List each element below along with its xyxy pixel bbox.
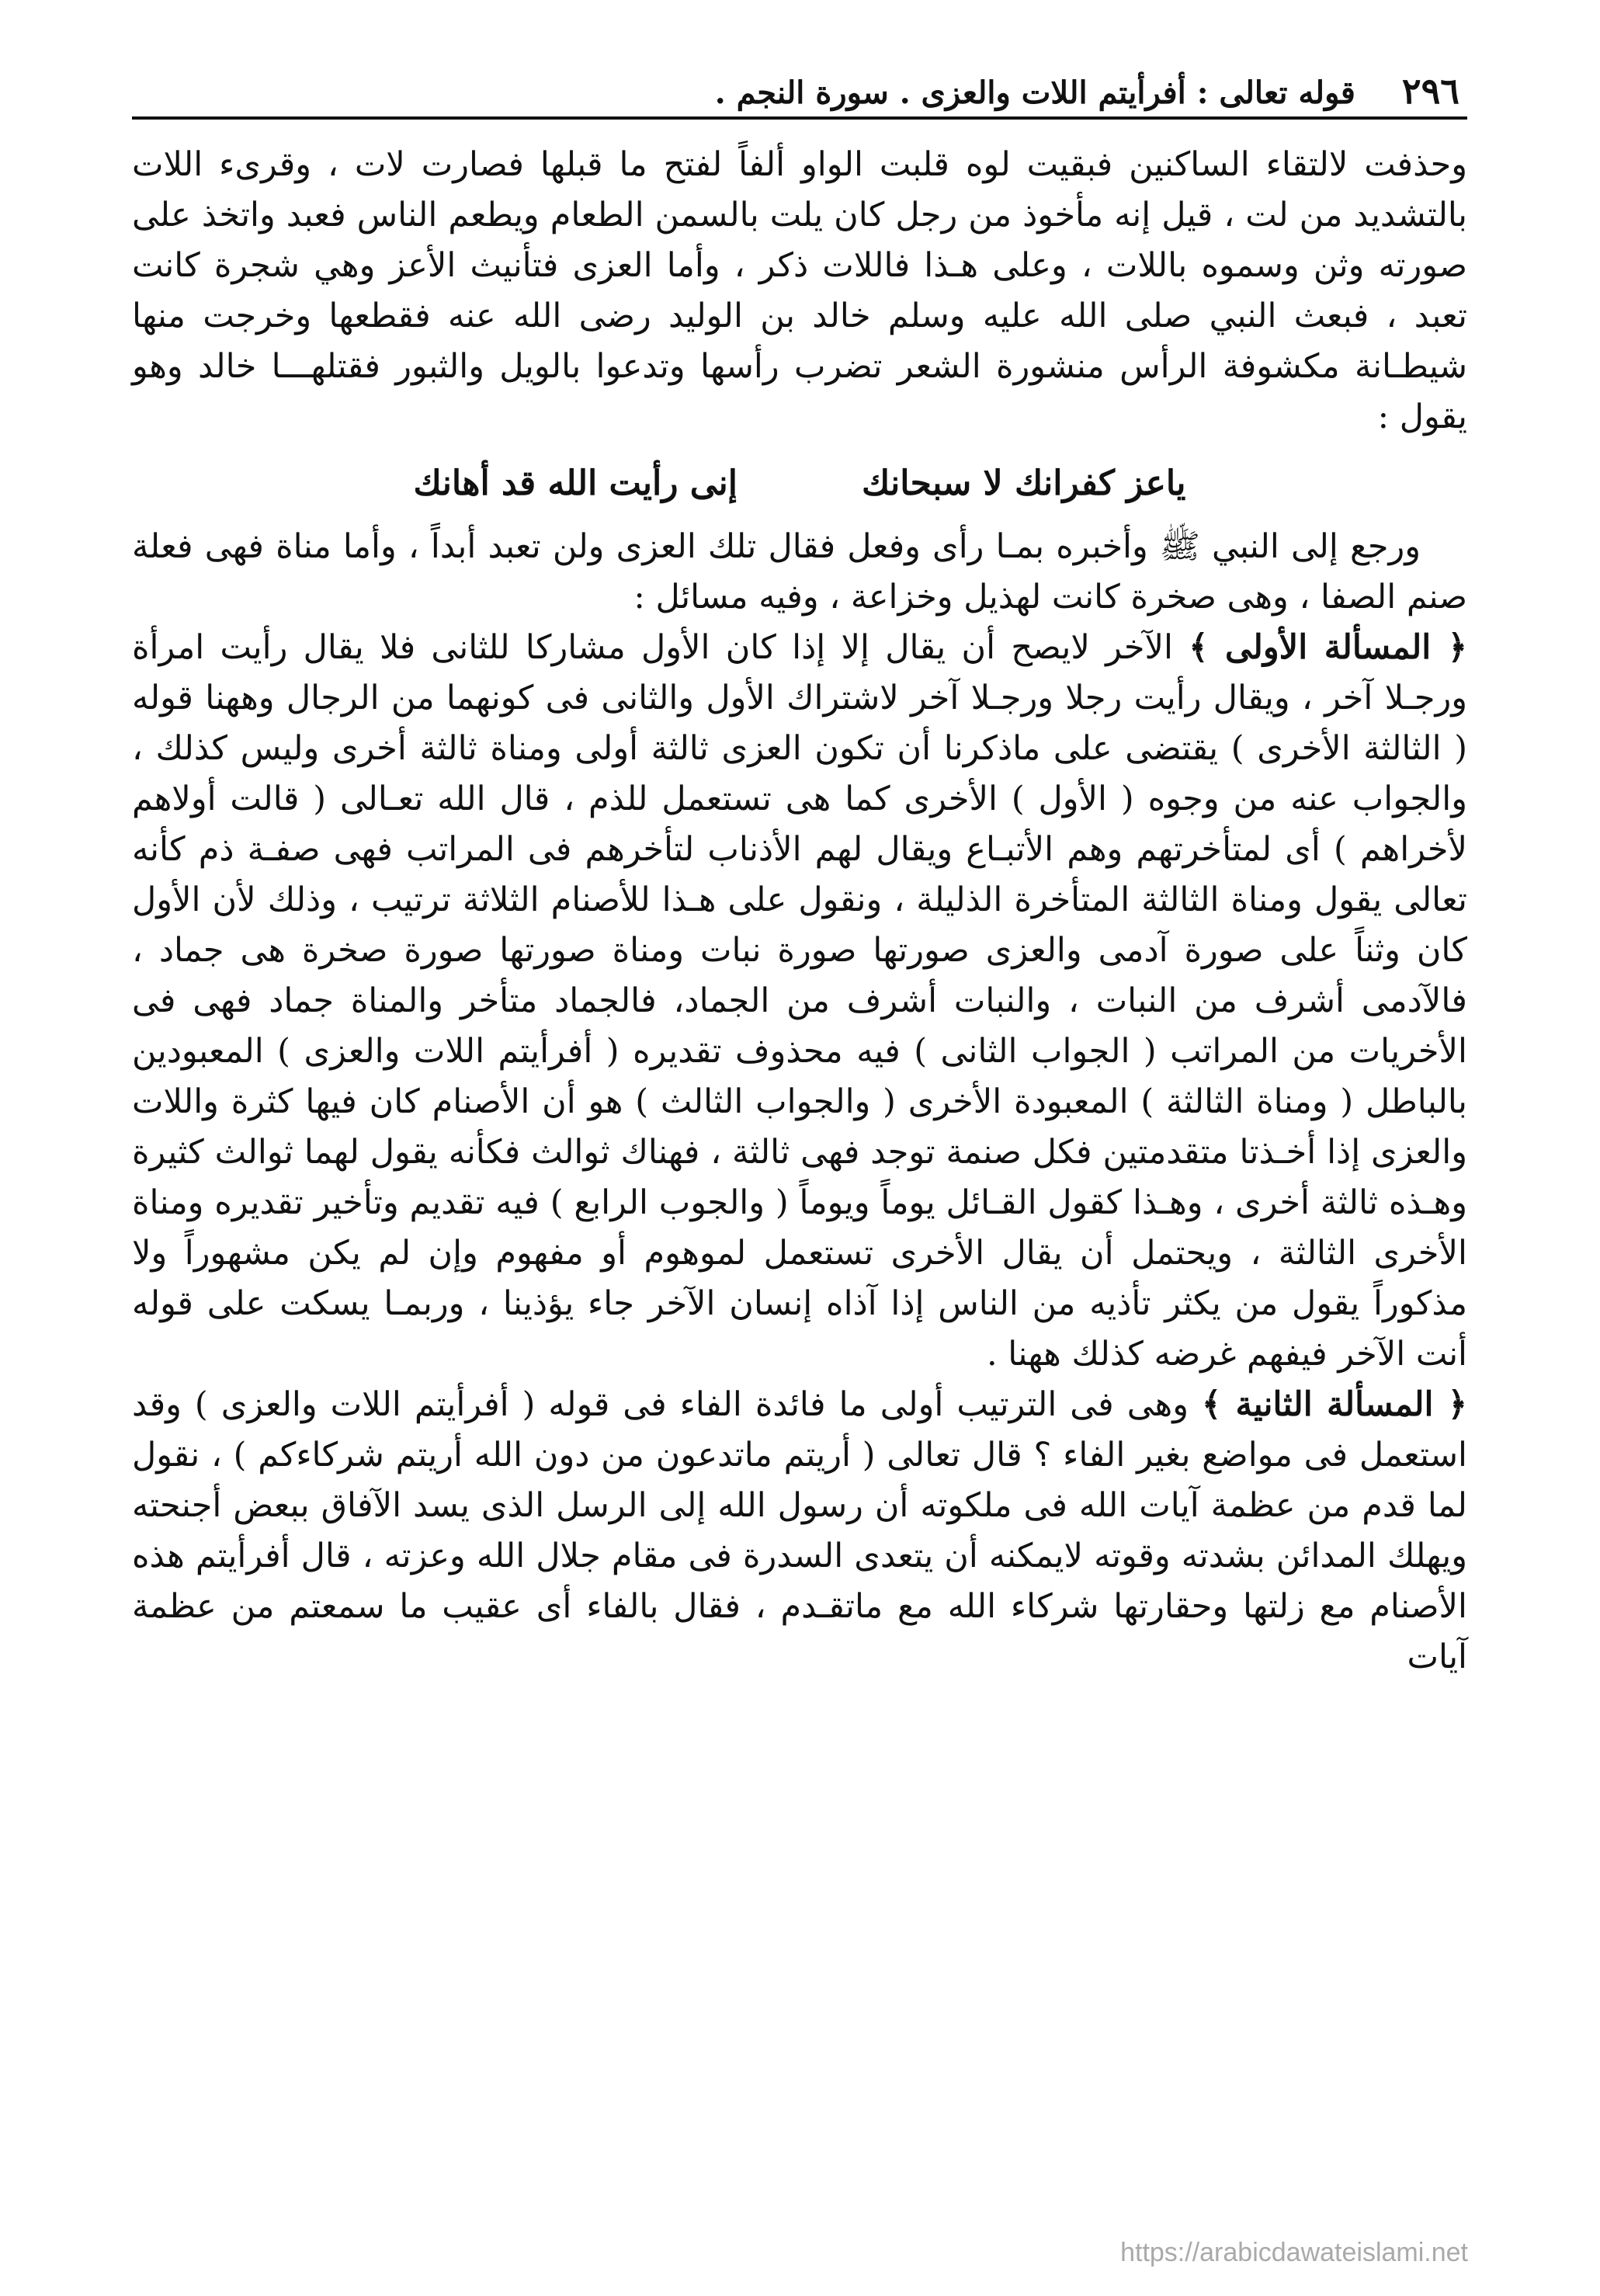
page-number: ٢٩٦ [1401,70,1459,112]
paragraph-manat: ورجع إلى النبي ﷺ وأخبره بمـا رأى وفعل فقال تلك العزى ولن تعبد أبداً ، وأما مناة فهى فعلة صنم الصفا ، وهى صخرة كانت لهذيل وخزاعة ، وفيه مسائل : [132,527,1467,617]
book-page [132,47,1467,2252]
second-issue-text: وهى فى الترتيب أولى ما فائدة الفاء فى قوله ( أفرأيتم اللات والعزى ) وقد استعمل فى مواضع بغير الفاء ؟ قال تعالى ( أريتم ماتدعون من دون الله أريتم شركاءكم ) ، نقول لما قدم من عظمة آيات الله فى ملكوته أن رسول الله إلى الرسل الذى يسد الآفاق ببعض أجنحته ويهلك المدائن بشدته وقوته لايمكنه أن يتعدى السدرة فى مقام جلال الله وعزته ، قال أفرأيتم هذه الأصنام مع زلتها وحقارتها شركاء الله مع ماتقـدم ، فقال بالفاء أى عقيب ما سمعتم من عظمة آيات [132,1385,1467,1676]
first-issue-heading: ﴿ المسألة الأولى ﴾ [1189,628,1467,667]
body-text [132,140,1467,1683]
second-issue-heading: ﴿ المسألة الثانية ﴾ [1202,1385,1467,1424]
paragraph-lat-uzza: وحذفت لالتقاء الساكنين فبقيت لوه قلبت الواو ألفاً لفتح ما قبلها فصارت لات ، وقرىء اللات بالتشديد من لت ، قيل إنه مأخوذ من رجل كان يلت بالسمن الطعام ويطعم الناس فعبد واتخذ على صورته وثن وسموه باللات ، وعلى هـذا فاللات ذكر ، وأما العزى فتأنيث الأعز وهي شجرة كانت تعبد ، فبعث النبي صلى الله عليه وسلم خالد بن الوليد رضى الله عنه فقطعها وخرجت منها شيطـانة مكشوفة الرأس منشورة الشعر تضرب رأسها وتدعوا بالويل والثبور فقتلهـــا خالد وهو يقول : [132,145,1467,436]
running-title: قوله تعالى : أفرأيتم اللات والعزى . سورة النجم . [714,75,1355,111]
page-header [132,47,1467,112]
first-issue-text: الآخر لايصح أن يقال إلا إذا كان الأول مشاركا للثانى فلا يقال رأيت امرأة ورجـلا آخر ، ويقال رأيت رجلا ورجـلا آخر لاشتراك الأول والثانى فى كونهما من الرجال وههنا قوله ( الثالثة الأخرى ) يقتضى على ماذكرنا أن تكون العزى ثالثة أولى ومناة ثالثة أخرى وليس كذلك ، والجواب عنه من وجوه ( الأول ) الأخرى كما هى تستعمل للذم ، قال الله تعـالى ( قالت أولاهم لأخراهم ) أى لمتأخرتهم وهم الأتبـاع ويقال لهم الأذناب لتأخرهم فى المراتب فهى صفـة ذم كأنه تعالى يقول ومناة الثالثة المتأخرة الذليلة ، ونقول على هـذا للأصنام الثلاثة ترتيب ، وذلك لأن الأول كان وثناً على صورة آدمى والعزى صورتها صورة نبات ومناة صورتها صورة صخرة هى جماد ، فالآدمى أشرف من النبات ، والنبات أشرف من الجماد، فالجماد متأخر والمناة جماد فهى فى الأخريات من المراتب ( الجواب الثانى ) فيه محذوف تقديره ( أفرأيتم اللات والعزى ) المعبودين بالباطل ( ومناة الثالثة ) المعبودة الأخرى ( والجواب الثالث ) هو أن الأصنام كان فيها كثرة واللات والعزى إذا أخـذتا متقدمتين فكل صنمة توجد فهى ثالثة ، فهناك ثوالث فكأنه يقول لهما ثوالث كثيرة وهـذه ثالثة أخرى ، وهـذا كقول القـائل يوماً ويوماً ( والجوب الرابع ) فيه تقديم وتأخير تقديره ومناة الأخرى الثالثة ، ويحتمل أن يقال الأخرى تستعمل لموهوم أو مفهوم وإن لم يكن مشهوراً ولا مذكوراً يقول من يكثر تأذيه من الناس إذا آذاه إنسان الآخر جاء يؤذينا ، وربمـا يسكت على قوله أنت الآخر فيفهم غرضه كذلك ههنا . [132,628,1467,1374]
source-watermark: https://arabicdawateislami.net [1120,2238,1468,2267]
paragraph-first-issue [132,623,1467,1380]
paragraph-second-issue [132,1380,1467,1683]
header-rule [132,116,1467,120]
verse-line [132,457,1467,511]
verse-hemistich-right: ياعز كفرانك لا سبحانك [861,464,1186,503]
verse-hemistich-left: إنى رأيت الله قد أهانك [413,464,738,503]
